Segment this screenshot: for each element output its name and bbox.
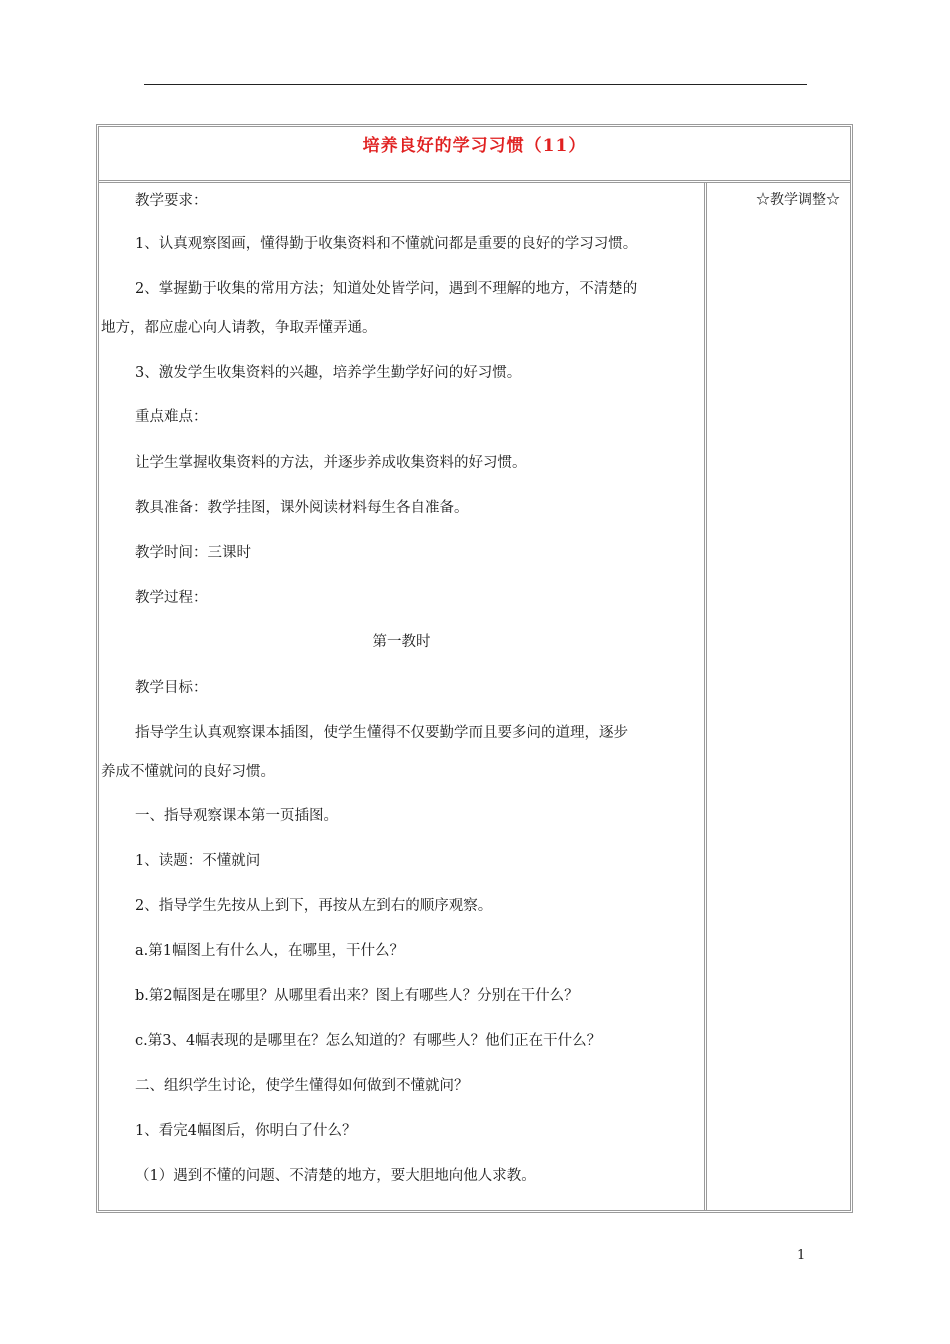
- lesson-period-heading: 第一教时: [372, 634, 431, 650]
- paragraph: 2、指导学生先按从上到下，再按从左到右的顺序观察。: [135, 898, 493, 914]
- paragraph: 1、读题：不懂就问: [135, 853, 261, 869]
- section-heading: 教学要求：: [135, 193, 208, 209]
- section-heading: 教学目标：: [135, 680, 208, 696]
- teaching-adjustment-label: ☆教学调整☆: [756, 192, 840, 208]
- page-number: 1: [797, 1248, 806, 1263]
- paragraph: 教学时间：三课时: [135, 545, 251, 561]
- paragraph: 2、掌握勤于收集的常用方法；知道处处皆学问，遇到不理解的地方，不清楚的: [135, 281, 638, 297]
- paragraph: 3、激发学生收集资料的兴趣，培养学生勤学好问的好习惯。: [135, 365, 522, 381]
- paragraph: a.第1幅图上有什么人，在哪里，干什么？: [135, 943, 404, 959]
- paragraph: 让学生掌握收集资料的方法，并逐步养成收集资料的好习惯。: [135, 455, 527, 471]
- paragraph: 地方，都应虚心向人请教，争取弄懂弄通。: [101, 320, 377, 336]
- title-row: [99, 127, 850, 183]
- document-title: 培养良好的学习习惯（11）: [362, 136, 587, 156]
- paragraph: c.第3、4幅表现的是哪里在？怎么知道的？有哪些人？他们正在干什么？: [135, 1033, 602, 1049]
- paragraph: （1）遇到不懂的问题、不清楚的地方，要大胆地向他人求教。: [135, 1168, 536, 1184]
- header-rule: [144, 84, 807, 85]
- paragraph: 1、认真观察图画，懂得勤于收集资料和不懂就问都是重要的良好的学习习惯。: [135, 236, 638, 252]
- paragraph: 教具准备：教学挂图，课外阅读材料每生各自准备。: [135, 500, 469, 516]
- section-heading: 重点难点：: [135, 409, 208, 425]
- lesson-content-cell: [99, 183, 707, 1210]
- paragraph: 二、组织学生讨论，使学生懂得如何做到不懂就问？: [135, 1078, 469, 1094]
- paragraph: 指导学生认真观察课本插图，使学生懂得不仅要勤学而且要多问的道理，逐步: [135, 725, 628, 741]
- paragraph: 1、看完4幅图后，你明白了什么？: [135, 1123, 357, 1139]
- paragraph: 一、指导观察课本第一页插图。: [135, 808, 338, 824]
- lesson-table: [96, 124, 853, 1213]
- paragraph: 养成不懂就问的良好习惯。: [101, 764, 275, 780]
- paragraph: b.第2幅图是在哪里？从哪里看出来？图上有哪些人？分别在干什么？: [135, 988, 579, 1004]
- section-heading: 教学过程：: [135, 590, 208, 606]
- teaching-adjustment-cell: [707, 183, 850, 1210]
